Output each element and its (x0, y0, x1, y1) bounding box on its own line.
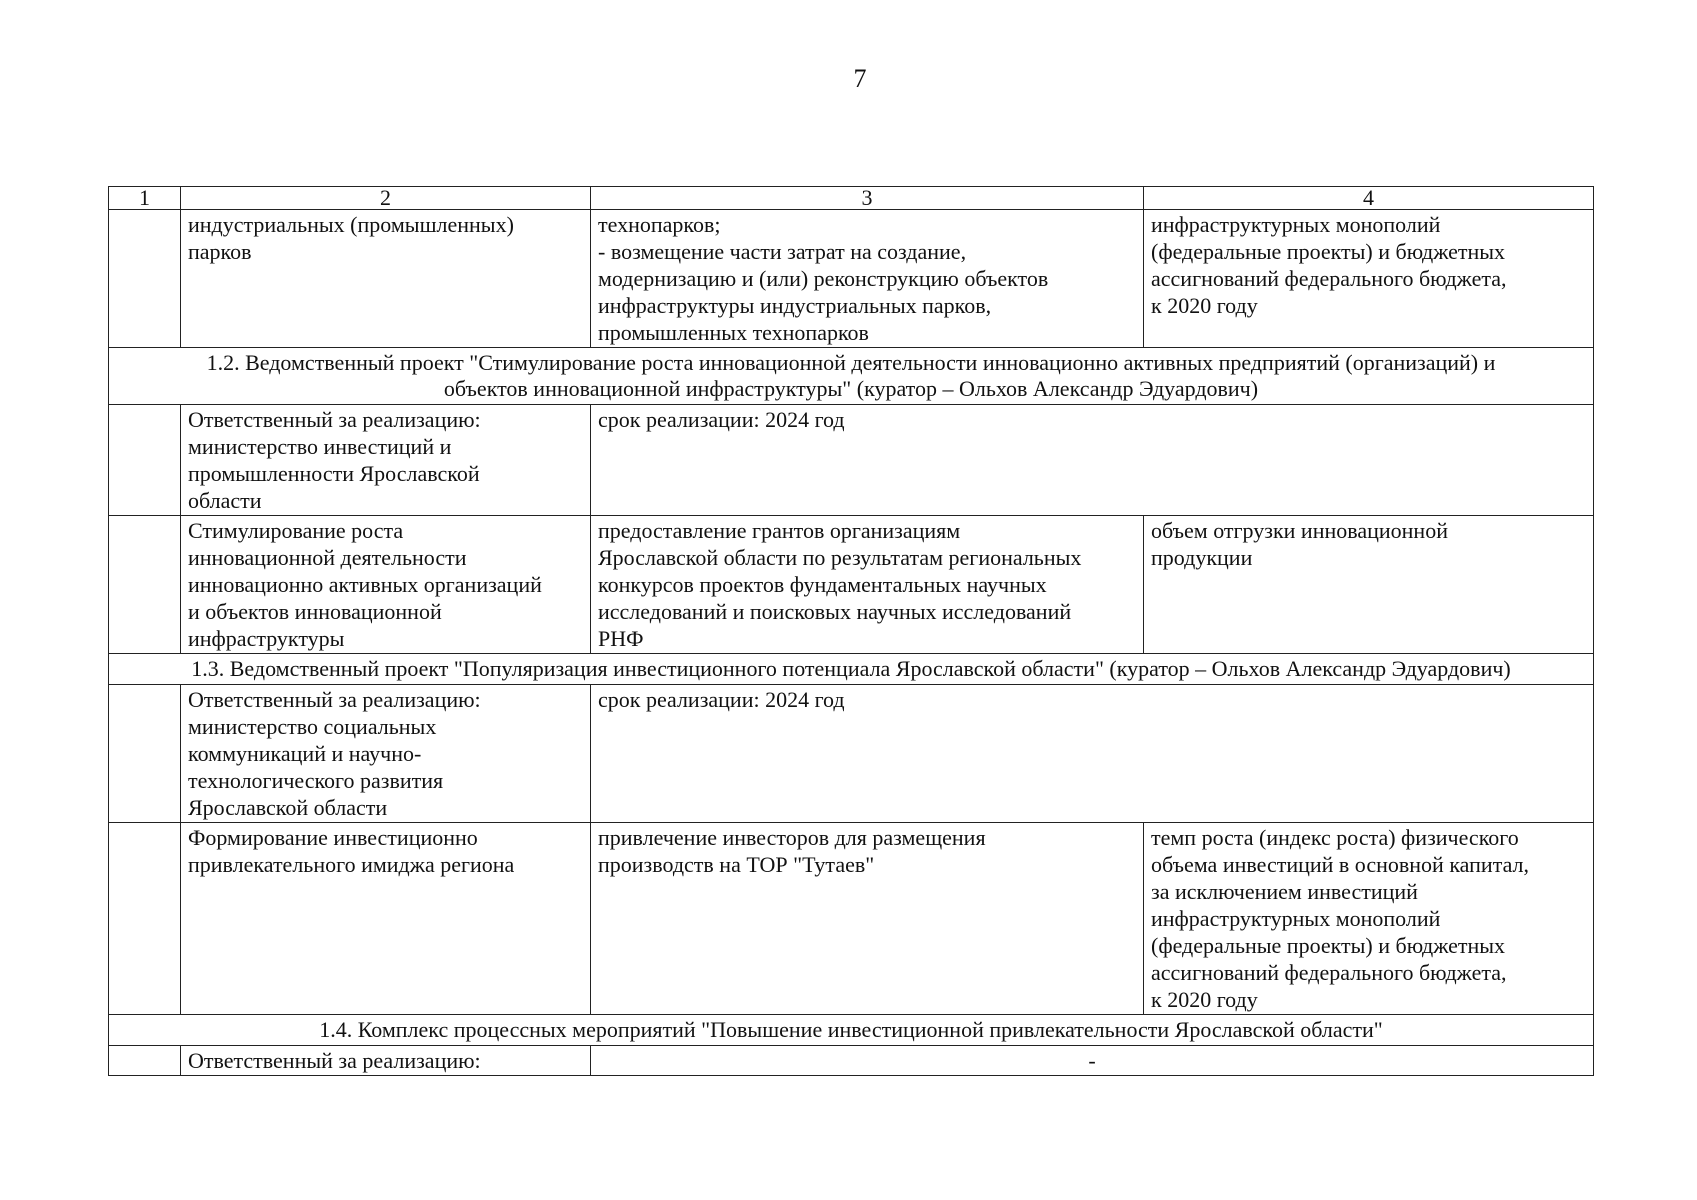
section-title-1-4: 1.4. Комплекс процессных мероприятий "Повышение инвестиционной привлекательности Ярославской области" (109, 1015, 1594, 1046)
indicator-cell: инфраструктурных монополий (федеральные проекты) и бюджетных ассигнований федерального бюджета, к 2020 году (1144, 210, 1594, 348)
measure-cell: привлечение инвесторов для размещения производств на ТОР "Тутаев" (591, 823, 1144, 1015)
measure-cell: технопарков; - возмещение части затрат на создание, модернизацию и (или) реконструкцию объектов инфраструктуры индустриальных парков, промышленных технопарков (591, 210, 1144, 348)
header-row (109, 187, 1594, 210)
row-number-cell (109, 516, 181, 654)
row-number-cell (109, 405, 181, 516)
term-cell: срок реализации: 2024 год (591, 405, 1594, 516)
row-number-cell (109, 1046, 181, 1076)
section-title-1-2: 1.2. Ведомственный проект "Стимулирование роста инновационной деятельности инновационно активных предприятий (организаций) и объектов инновационной инфраструктуры" (куратор – Ольхов Александр Эдуардович) (109, 348, 1594, 405)
table-row (109, 685, 1594, 823)
header-cell-1: 1 (109, 187, 181, 210)
section-row (109, 348, 1594, 405)
indicator-cell: объем отгрузки инновационной продукции (1144, 516, 1594, 654)
responsible-cell: Ответственный за реализацию: министерство инвестиций и промышленности Ярославской области (181, 405, 591, 516)
measure-cell: предоставление грантов организациям Ярославской области по результатам региональных конкурсов проектов фундаментальных научных исследований и поисковых научных исследований РНФ (591, 516, 1144, 654)
table-row (109, 210, 1594, 348)
activities-table (108, 186, 1594, 1076)
row-number-cell (109, 210, 181, 348)
responsible-value-cell: - (591, 1046, 1594, 1076)
term-cell: срок реализации: 2024 год (591, 685, 1594, 823)
task-cell: индустриальных (промышленных) парков (181, 210, 591, 348)
responsible-cell: Ответственный за реализацию: министерство социальных коммуникаций и научно- технологического развития Ярославской области (181, 685, 591, 823)
task-cell: Стимулирование роста инновационной деятельности инновационно активных организаций и объектов инновационной инфраструктуры (181, 516, 591, 654)
section-title-1-3: 1.3. Ведомственный проект "Популяризация инвестиционного потенциала Ярославской области" (куратор – Ольхов Александр Эдуардович) (109, 654, 1594, 685)
row-number-cell (109, 823, 181, 1015)
table-row (109, 405, 1594, 516)
indicator-cell: темп роста (индекс роста) физического объема инвестиций в основной капитал, за исключением инвестиций инфраструктурных монополий (федеральные проекты) и бюджетных ассигнований федерального бюджета, к 2020 году (1144, 823, 1594, 1015)
table-row (109, 516, 1594, 654)
section-row (109, 1015, 1594, 1046)
table-row (109, 823, 1594, 1015)
task-cell: Формирование инвестиционно привлекательного имиджа региона (181, 823, 591, 1015)
header-cell-3: 3 (591, 187, 1144, 210)
section-row (109, 654, 1594, 685)
page-number: 7 (853, 64, 867, 93)
table-row (109, 1046, 1594, 1076)
header-cell-2: 2 (181, 187, 591, 210)
header-cell-4: 4 (1144, 187, 1594, 210)
row-number-cell (109, 685, 181, 823)
responsible-cell: Ответственный за реализацию: (181, 1046, 591, 1076)
